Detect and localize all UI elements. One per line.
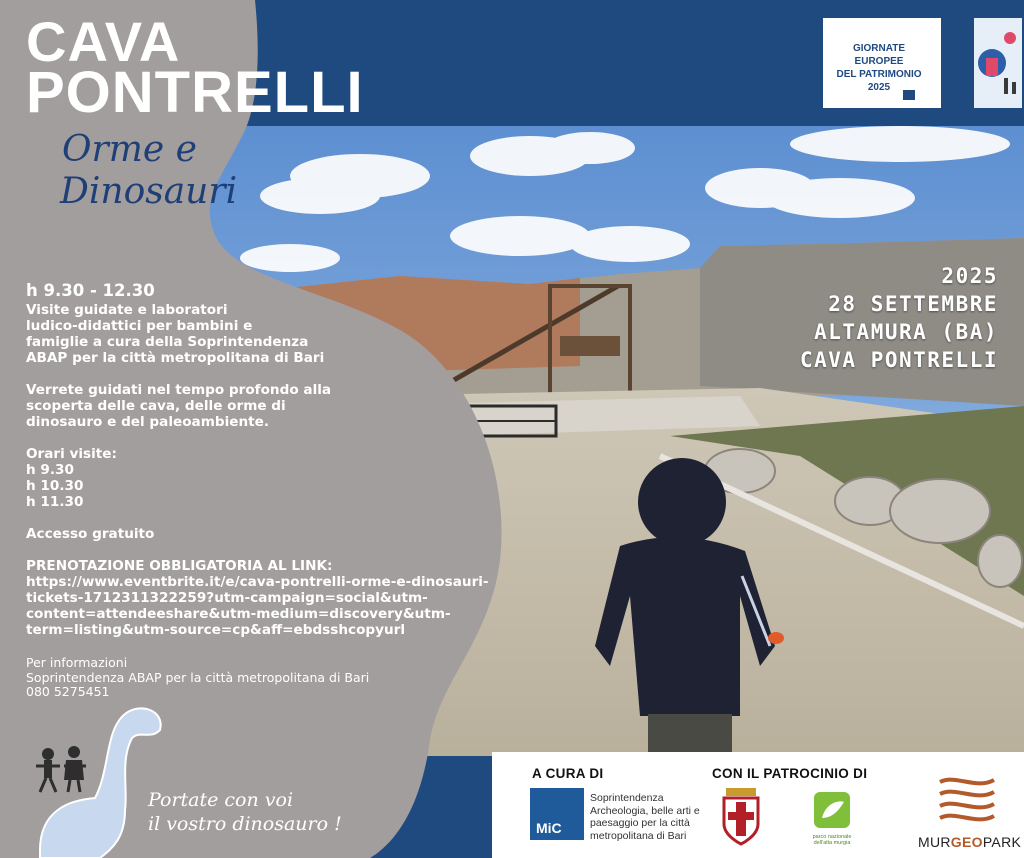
visit-time: h 9.30 bbox=[26, 462, 74, 478]
illustration-icon bbox=[974, 18, 1022, 108]
desc2-line: Verrete guidati nel tempo profondo alla bbox=[26, 382, 332, 398]
booking-link[interactable]: content=attendeeshare&utm-medium=discovery&utm- bbox=[26, 606, 451, 622]
eu-flag-icon bbox=[903, 90, 915, 100]
visit-time: h 10.30 bbox=[26, 478, 84, 494]
access-text: Accesso gratuito bbox=[26, 526, 155, 542]
heritage-days-text bbox=[829, 42, 929, 94]
contact-label: Per informazioni bbox=[26, 655, 128, 670]
event-info bbox=[26, 282, 506, 654]
european-heritage-days-logo bbox=[823, 18, 941, 108]
mic-mark: MiC bbox=[536, 820, 562, 836]
murgeopark-name bbox=[918, 834, 1022, 850]
booking-label: PRENOTAZIONE OBBLIGATORIA AL LINK: bbox=[26, 558, 333, 574]
curated-by-heading: A CURA DI bbox=[532, 766, 604, 781]
slogan bbox=[148, 788, 342, 836]
desc2-line: dinosauro e del paleoambiente. bbox=[26, 414, 270, 430]
desc1-line: ludico-didattici per bambini e bbox=[26, 318, 253, 334]
event-date-block bbox=[800, 262, 998, 374]
heritage-line-1: GIORNATE EUROPEE bbox=[852, 43, 906, 67]
soprintendenza-text bbox=[590, 792, 708, 842]
parco-caption: parco nazionale dell'alta murgia bbox=[812, 834, 852, 846]
subtitle-line-2: Dinosauri bbox=[60, 171, 238, 212]
title-line-2: PONTRELLI bbox=[26, 60, 364, 125]
murge-a: MUR bbox=[918, 834, 951, 850]
booking-link[interactable]: https://www.eventbrite.it/e/cava-pontrelli-orme-e-dinosauri- bbox=[26, 574, 489, 590]
heritage-illustration bbox=[974, 18, 1022, 108]
slogan-line-2: il vostro dinosauro ! bbox=[148, 813, 342, 835]
event-hours: h 9.30 - 12.30 bbox=[26, 281, 155, 300]
event-date: 28 SETTEMBRE bbox=[828, 292, 998, 316]
description-2 bbox=[26, 382, 506, 430]
description-1 bbox=[26, 302, 506, 366]
subtitle-line-1: Orme e bbox=[62, 129, 197, 170]
altamura-crest-icon bbox=[716, 784, 766, 848]
title-line-1: CAVA bbox=[26, 10, 181, 73]
booking-link[interactable]: tickets-1712311322259?utm-campaign=social&utm- bbox=[26, 590, 428, 606]
patronage-heading: CON IL PATROCINIO DI bbox=[712, 766, 868, 781]
mic-text-line: Archeologia, belle arti e bbox=[590, 804, 700, 817]
murgeopark-logo bbox=[918, 764, 1022, 850]
desc1-line: famiglie a cura della Soprintendenza bbox=[26, 334, 309, 350]
mic-text-line: Soprintendenza bbox=[590, 792, 664, 804]
booking-link[interactable]: term=listing&utm-source=cp&aff=ebdsshcopyurl bbox=[26, 622, 406, 638]
desc2-line: scoperta delle cava, delle orme di bbox=[26, 398, 286, 414]
mic-text-line: metropolitana di Bari bbox=[590, 829, 687, 842]
access-note bbox=[26, 526, 506, 542]
mic-logo bbox=[530, 788, 584, 840]
desc1-line: Visite guidate e laboratori bbox=[26, 302, 228, 318]
heritage-line-3: 2025 bbox=[867, 82, 891, 93]
murgeopark-strata-icon bbox=[918, 764, 1014, 830]
event-city: ALTAMURA (BA) bbox=[814, 320, 998, 344]
partners-strip bbox=[492, 752, 1024, 858]
contact-phone: 080 5275451 bbox=[26, 684, 110, 699]
murge-b: GEO bbox=[950, 834, 983, 850]
mic-text-line: paesaggio per la città bbox=[590, 817, 690, 829]
visits-label: Orari visite: bbox=[26, 446, 117, 462]
parco-alta-murgia-logo bbox=[810, 788, 854, 844]
visit-times bbox=[26, 446, 506, 510]
visit-time: h 11.30 bbox=[26, 494, 84, 510]
desc1-line: ABAP per la città metropolitana di Bari bbox=[26, 350, 325, 366]
contact-info bbox=[26, 656, 369, 700]
booking bbox=[26, 558, 506, 638]
event-place: CAVA PONTRELLI bbox=[799, 348, 998, 372]
murge-c: PARK bbox=[982, 834, 1022, 850]
parco-leaf-icon bbox=[810, 788, 854, 832]
contact-org: Soprintendenza ABAP per la città metropolitana di Bari bbox=[26, 669, 370, 685]
event-year: 2025 bbox=[941, 264, 998, 288]
heritage-line-2: DEL PATRIMONIO bbox=[836, 69, 922, 80]
slogan-line-1: Portate con voi bbox=[148, 789, 294, 811]
